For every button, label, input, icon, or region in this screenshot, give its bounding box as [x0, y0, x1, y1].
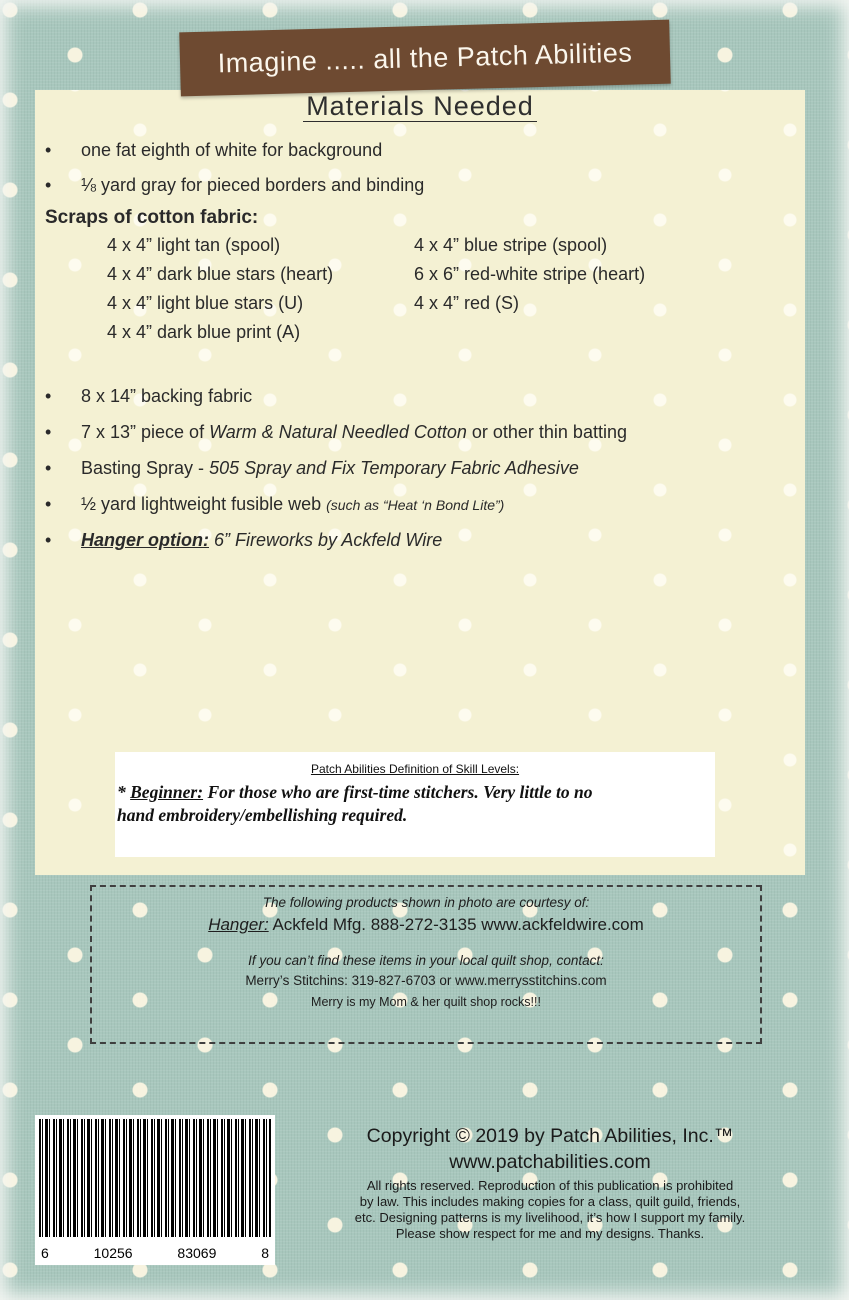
- courtesy-box: [90, 885, 762, 1044]
- list-item: • ⅛ yard gray for pieced borders and binding: [45, 175, 424, 196]
- materials-bottom-list: [45, 386, 627, 566]
- scraps-heading: Scraps of cotton fabric:: [45, 207, 259, 228]
- scrap-item: 4 x 4” light blue stars (U): [107, 293, 304, 313]
- barcode: [35, 1115, 275, 1265]
- website-link: www.patchabilities.com: [449, 1151, 651, 1173]
- list-item: • Basting Spray - 505 Spray and Fix Temporary Fabric Adhesive: [45, 458, 627, 479]
- list-item: • 7 x 13” piece of Warm & Natural Needled Cotton or other thin batting: [45, 422, 627, 443]
- copyright-line: Copyright © 2019 by Patch Abilities, Inc.™: [366, 1125, 734, 1147]
- materials-top-list: [45, 140, 424, 210]
- skill-title: Patch Abilities Definition of Skill Levels:: [310, 762, 520, 776]
- courtesy-hanger: Hanger: Ackfeld Mfg. 888-272-3135 www.ackfeldwire.com: [208, 915, 644, 934]
- fine-print: All rights reserved. Reproduction of this publication is prohibited by law. This includes making copies for a class, quilt guild, friends, etc. Designing patterns is my livelihood, it’s how I support my family. Please show respect for me and my designs. Thanks.: [354, 1178, 746, 1241]
- courtesy-line: Merry’s Stitchins: 319-827-6703 or www.merrysstitchins.com: [245, 973, 607, 988]
- banner-text: Imagine ..... all the Patch Abilities: [217, 37, 633, 78]
- scrap-item: 6 x 6” red-white stripe (heart): [414, 264, 646, 284]
- barcode-bars: [39, 1119, 271, 1237]
- list-item: • Hanger option: 6” Fireworks by Ackfeld Wire: [45, 530, 627, 551]
- courtesy-line: If you can’t find these items in your local quilt shop, contact:: [248, 953, 604, 968]
- barcode-number: 6 10256 83069 8: [41, 1245, 269, 1261]
- scraps-grid: [107, 235, 734, 343]
- skill-description: * Beginner: For those who are first-time stitchers. Very little to no hand embroidery/embellishing required.: [117, 782, 593, 825]
- list-item: • one fat eighth of white for background: [45, 140, 424, 161]
- scrap-item: 4 x 4” blue stripe (spool): [414, 235, 608, 255]
- scrap-item: 4 x 4” dark blue stars (heart): [107, 264, 334, 284]
- courtesy-line: The following products shown in photo are courtesy of:: [262, 895, 590, 910]
- title-banner: [179, 20, 671, 97]
- copyright-block: [285, 1125, 815, 1242]
- courtesy-line: Merry is my Mom & her quilt shop rocks!!!: [311, 995, 541, 1009]
- scrap-item: 4 x 4” red (S): [414, 293, 520, 313]
- scrap-item: [414, 322, 734, 343]
- scrap-item: 4 x 4” dark blue print (A): [107, 322, 301, 342]
- list-item: • ½ yard lightweight fusible web (such as “Heat ‘n Bond Lite”): [45, 494, 627, 515]
- list-item: • 8 x 14” backing fabric: [45, 386, 627, 407]
- scrap-item: 4 x 4” light tan (spool): [107, 235, 281, 255]
- materials-heading: Materials Needed: [35, 91, 805, 122]
- skill-level-box: [115, 752, 715, 857]
